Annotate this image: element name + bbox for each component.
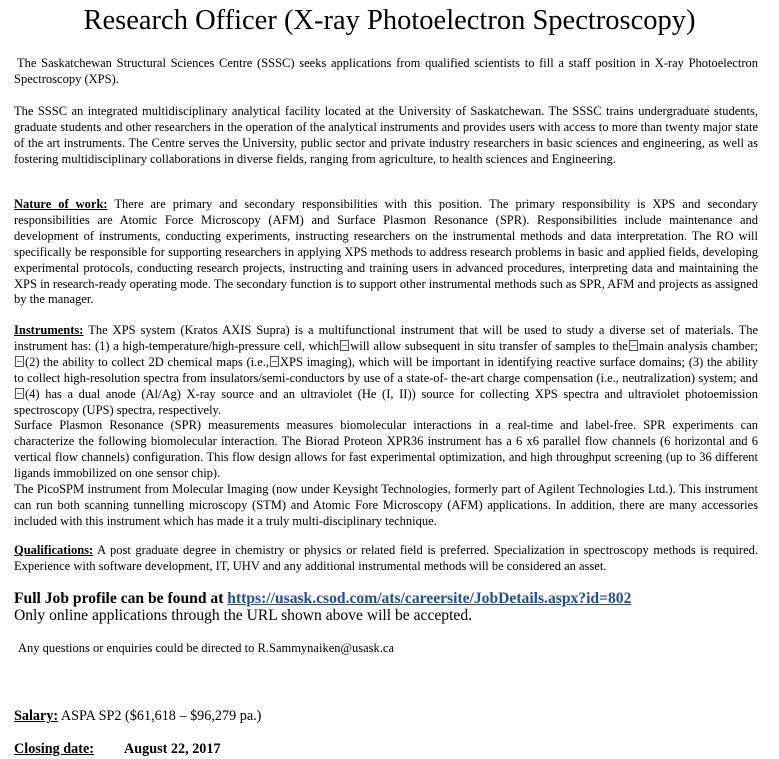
instruments-picospm-paragraph: The PicoSPM instrument from Molecular Imaging (now under Keysight Technologies, formerly part of Agilent Technologies Ltd.). This instrument can run both scanning tunnelling microscopy (STM) and Atomic Fore Microscopy (AFM) applications. In addition, there are many accessories included with this instrument which has made it a truly multi-disciplinary technique. — [14, 482, 758, 528]
full-profile-lead: Full Job profile can be found at — [14, 590, 228, 607]
placeholder-glyph-icon — [15, 356, 24, 367]
instruments-xps-text-4: (2) the ability to collect 2D chemical maps (i.e., — [25, 354, 270, 369]
nature-of-work-text: There are primary and secondary responsibilities with this position. The primary responsibility is XPS and secondary responsibilities are Atomic Force Microscopy (AFM) and Surface Plasmon Resonance (SPR). Responsibilities include maintenance and development of instruments, conducting experiments, instructing researchers on the instrumental methods and data interpretation. The RO will specifically be responsible for supporting researchers in applying XPS methods to address research problems in basic and applied fields, developing experimental protocols, conducting research projects, instructing and training users in advanced procedures, interpreting data and maintaining the XPS in research-ready operating mode. The secondary function is to support other instrumental methods such as SPR, AFM and projects as assigned by the manager. — [14, 197, 758, 307]
instruments-xps-text-5: XPS imaging), which will be important in identifying reactive surface domains; (3) the ability to collect high-resolution spectra from insulators/semi-conductors by use of a state-of- the-art charge compensation (i.e., neutralization) system; and — [14, 354, 758, 385]
closing-date-label: Closing date: — [14, 741, 95, 757]
nature-of-work-paragraph — [14, 197, 758, 308]
qualifications-paragraph — [14, 543, 758, 575]
qualifications-label: Qualifications: — [14, 543, 94, 557]
placeholder-glyph-icon — [340, 340, 349, 351]
closing-date-line — [14, 740, 221, 758]
placeholder-glyph-icon — [629, 340, 638, 351]
instruments-xps-paragraph — [14, 323, 758, 418]
page-title: Research Officer (X-ray Photoelectron Spectroscopy) — [83, 5, 696, 36]
nature-of-work-label: Nature of work: — [14, 197, 108, 211]
enquiries-contact: Any questions or enquiries could be directed to R.Sammynaiken@usask.ca — [18, 641, 395, 655]
intro-paragraph: The Saskatchewan Structural Sciences Centre (SSSC) seeks applications from qualified scientists to fill a staff position in X-ray Photoelectron Spectroscopy (XPS). — [14, 56, 758, 86]
qualifications-text: A post graduate degree in chemistry or physics or related field is preferred. Specialization in spectroscopy methods is required. Experience with software development, IT, UHV and any additional instrumental methods will be considered an asset. — [14, 543, 758, 573]
sssc-paragraph: The SSSC an integrated multidisciplinary analytical facility located at the University of Saskatchewan. The SSSC trains undergraduate students, graduate students and other researchers in the operation of the analytical instruments and provides users with access to more than twenty major state of the art instruments. The Centre serves the University, public sector and private industry researchers in basic sciences and engineering, as well as fostering multidisciplinary collaborations in diverse fields, ranging from agriculture, to health sciences and Engineering. — [14, 104, 758, 166]
full-profile-line — [14, 590, 631, 608]
job-profile-link[interactable]: https://usask.csod.com/ats/careersite/JobDetails.aspx?id=802 — [227, 590, 632, 607]
salary-value: ASPA SP2 ($61,618 – $96,279 pa.) — [58, 708, 262, 724]
instruments-label: Instruments: — [14, 323, 84, 337]
instruments-spr-paragraph: Surface Plasmon Resonance (SPR) measurements measures biomolecular interactions in a real-time and label-free. SPR experiments can characterize the following biomolecular interaction. The Biorad Proteon XPR36 instrument has a 6 x6 parallel flow channels (6 horizontal and 6 vertical flow channels) configuration. This flow design allows for fast experimental optimization, and high throughput screening (up to 36 different ligands immobilized on one sensor chip). — [14, 418, 758, 481]
placeholder-glyph-icon — [15, 388, 24, 399]
placeholder-glyph-icon — [270, 356, 279, 367]
salary-label: Salary: — [14, 708, 59, 724]
instruments-xps-text-1: The XPS system (Kratos AXIS Supra) is a multifunctional instrument that will be used to study a diverse set of materials. The instrument has: (1) a high-temperature/high-pressure cell, which — [14, 323, 758, 353]
closing-date-value: August 22, 2017 — [124, 741, 221, 757]
instruments-xps-text-3: main analysis chamber; — [638, 338, 758, 353]
instruments-xps-text-6: (4) has a dual anode (Al/Ag) X-ray source and an ultraviolet (He (I, II)) source for collecting XPS spectra and ultraviolet photoemission spectroscopy (UPS) spectra, respectively. — [14, 386, 758, 417]
instruments-section — [14, 323, 758, 530]
instruments-xps-text-2: will allow subsequent in situ transfer of samples to the — [350, 338, 628, 353]
online-applications-note: Only online applications through the URL shown above will be accepted. — [14, 607, 473, 624]
salary-line — [14, 707, 261, 725]
